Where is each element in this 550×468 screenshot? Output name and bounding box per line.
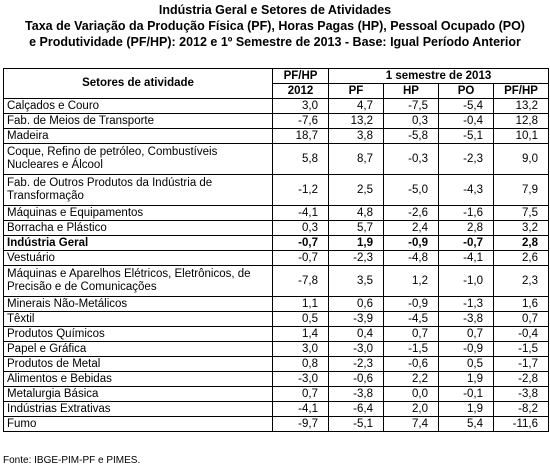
value-pfhp-cell: 3,2: [494, 221, 549, 236]
value-pf-cell: 4,8: [329, 206, 384, 221]
sector-cell: Minerais Não-Metálicos: [4, 297, 273, 312]
table-row: [4, 312, 549, 327]
title-line-3: e Produtividade (PF/HP): 2012 e 1º Semestre de 2013 - Base: Igual Período Anterior: [29, 35, 521, 49]
value-pf-cell: 3,5: [329, 266, 384, 297]
value-hp-cell: -7,5: [384, 99, 439, 114]
sector-cell: Borracha e Plástico: [4, 221, 273, 236]
value-pfhp-cell: 0,7: [494, 312, 549, 327]
header-pfhp-group: PF/HP: [273, 69, 329, 84]
value-pf-cell: 3,8: [329, 129, 384, 144]
header-sectors: Setores de atividade: [4, 69, 273, 99]
header-semester-group: 1 semestre de 2013: [329, 69, 549, 84]
value-po-cell: -5,1: [439, 129, 494, 144]
table-row: [4, 342, 549, 357]
table-row: [4, 144, 549, 175]
value-po-cell: -0,9: [439, 342, 494, 357]
value-pfhp-cell: 13,2: [494, 99, 549, 114]
title-line-1: Indústria Geral e Setores de Atividades: [158, 3, 392, 17]
value-2012-cell: -0,7: [273, 251, 329, 266]
value-po-cell: -4,3: [439, 175, 494, 206]
table-row: [4, 129, 549, 144]
value-po-cell: -5,4: [439, 99, 494, 114]
value-2012-cell: 1,4: [273, 327, 329, 342]
table-row: [4, 387, 549, 402]
table-row: [4, 372, 549, 387]
value-hp-cell: -5,8: [384, 129, 439, 144]
value-po-cell: 1,9: [439, 372, 494, 387]
value-2012-cell: -1,2: [273, 175, 329, 206]
sector-cell: Produtos de Metal: [4, 357, 273, 372]
value-po-cell: -0,7: [439, 236, 494, 251]
table-row: [4, 327, 549, 342]
value-pf-cell: -3,8: [329, 387, 384, 402]
value-hp-cell: 0,7: [384, 327, 439, 342]
value-2012-cell: 1,1: [273, 297, 329, 312]
value-po-cell: -0,4: [439, 114, 494, 129]
table-row: [4, 402, 549, 417]
table-row: [4, 251, 549, 266]
sector-cell: Alimentos e Bebidas: [4, 372, 273, 387]
value-hp-cell: 1,2: [384, 266, 439, 297]
value-pf-cell: 13,2: [329, 114, 384, 129]
sector-cell: Madeira: [4, 129, 273, 144]
value-2012-cell: 0,8: [273, 357, 329, 372]
table-row: [4, 266, 549, 297]
value-2012-cell: 0,7: [273, 387, 329, 402]
value-po-cell: -3,8: [439, 312, 494, 327]
value-pfhp-cell: -2,8: [494, 372, 549, 387]
title-line-2: Taxa de Variação da Produção Física (PF), Horas Pagas (HP), Pessoal Ocupado (PO): [25, 19, 525, 33]
value-hp-cell: 2,0: [384, 402, 439, 417]
value-hp-cell: -1,5: [384, 342, 439, 357]
value-pfhp-cell: -1,7: [494, 357, 549, 372]
value-pfhp-cell: -11,6: [494, 417, 549, 432]
value-pf-cell: -5,1: [329, 417, 384, 432]
value-pf-cell: -2,3: [329, 251, 384, 266]
header-pf: PF: [329, 84, 384, 99]
value-po-cell: -1,6: [439, 206, 494, 221]
table-header: [4, 69, 549, 99]
value-pfhp-cell: 12,8: [494, 114, 549, 129]
value-pfhp-cell: -0,4: [494, 327, 549, 342]
value-pf-cell: -6,4: [329, 402, 384, 417]
value-hp-cell: -5,0: [384, 175, 439, 206]
value-pfhp-cell: 2,6: [494, 251, 549, 266]
value-2012-cell: 0,5: [273, 312, 329, 327]
value-hp-cell: -2,6: [384, 206, 439, 221]
table-row: [4, 175, 549, 206]
table-row: [4, 221, 549, 236]
value-2012-cell: -3,0: [273, 372, 329, 387]
value-hp-cell: 2,2: [384, 372, 439, 387]
value-pfhp-cell: 7,9: [494, 175, 549, 206]
header-2012: 2012: [273, 84, 329, 99]
sector-cell: Coque, Refino de petróleo, Combustíveis Nucleares e Álcool: [4, 144, 273, 175]
sector-cell: Metalurgia Básica: [4, 387, 273, 402]
value-2012-cell: 0,3: [273, 221, 329, 236]
data-table: [3, 68, 549, 432]
header-hp: HP: [384, 84, 439, 99]
value-po-cell: -0,1: [439, 387, 494, 402]
value-pf-cell: -0,6: [329, 372, 384, 387]
table-body: [4, 99, 549, 432]
value-2012-cell: 18,7: [273, 129, 329, 144]
value-2012-cell: -9,7: [273, 417, 329, 432]
value-2012-cell: -4,1: [273, 206, 329, 221]
value-po-cell: -4,1: [439, 251, 494, 266]
value-pfhp-cell: -3,8: [494, 387, 549, 402]
value-hp-cell: 0,3: [384, 114, 439, 129]
sector-cell: Fumo: [4, 417, 273, 432]
sector-cell: Fab. de Meios de Transporte: [4, 114, 273, 129]
value-2012-cell: -0,7: [273, 236, 329, 251]
sector-cell: Fab. de Outros Produtos da Indústria de Transformação: [4, 175, 273, 206]
value-pfhp-cell: 10,1: [494, 129, 549, 144]
value-pf-cell: 4,7: [329, 99, 384, 114]
value-pf-cell: 8,7: [329, 144, 384, 175]
value-pfhp-cell: 9,0: [494, 144, 549, 175]
sector-cell: Produtos Químicos: [4, 327, 273, 342]
value-pfhp-cell: 2,8: [494, 236, 549, 251]
value-po-cell: 1,9: [439, 402, 494, 417]
table-row: [4, 99, 549, 114]
value-pfhp-cell: 2,3: [494, 266, 549, 297]
table-title: [0, 2, 550, 50]
header-pfhp: PF/HP: [494, 84, 549, 99]
value-pfhp-cell: 7,5: [494, 206, 549, 221]
value-po-cell: 2,8: [439, 221, 494, 236]
table-row: [4, 206, 549, 221]
value-po-cell: 5,4: [439, 417, 494, 432]
value-pf-cell: -2,3: [329, 357, 384, 372]
value-pf-cell: -3,0: [329, 342, 384, 357]
table-row: [4, 297, 549, 312]
value-2012-cell: 3,0: [273, 342, 329, 357]
sector-cell: Vestuário: [4, 251, 273, 266]
sector-cell: Indústrias Extrativas: [4, 402, 273, 417]
sector-cell: Papel e Gráfica: [4, 342, 273, 357]
value-2012-cell: -4,1: [273, 402, 329, 417]
value-hp-cell: -0,3: [384, 144, 439, 175]
value-po-cell: 0,7: [439, 327, 494, 342]
table-row: [4, 357, 549, 372]
value-hp-cell: -4,5: [384, 312, 439, 327]
table-row: [4, 417, 549, 432]
value-pf-cell: 5,7: [329, 221, 384, 236]
sector-cell: Têxtil: [4, 312, 273, 327]
value-2012-cell: 3,0: [273, 99, 329, 114]
table-row: [4, 114, 549, 129]
value-pfhp-cell: -8,2: [494, 402, 549, 417]
value-hp-cell: -0,6: [384, 357, 439, 372]
value-2012-cell: 5,8: [273, 144, 329, 175]
value-hp-cell: -0,9: [384, 297, 439, 312]
value-po-cell: -2,3: [439, 144, 494, 175]
value-hp-cell: -4,8: [384, 251, 439, 266]
sector-cell: Calçados e Couro: [4, 99, 273, 114]
value-po-cell: 0,5: [439, 357, 494, 372]
sector-cell: Máquinas e Equipamentos: [4, 206, 273, 221]
sector-cell: Máquinas e Aparelhos Elétricos, Eletrônicos, de Precisão e de Comunicações: [4, 266, 273, 297]
value-pfhp-cell: -1,5: [494, 342, 549, 357]
value-pf-cell: -3,9: [329, 312, 384, 327]
value-hp-cell: 0,0: [384, 387, 439, 402]
value-pf-cell: 1,9: [329, 236, 384, 251]
source-note: Fonte: IBGE-PIM-PF e PIMES.: [3, 455, 141, 466]
value-pf-cell: 0,6: [329, 297, 384, 312]
value-hp-cell: -0,9: [384, 236, 439, 251]
value-hp-cell: 2,4: [384, 221, 439, 236]
value-pfhp-cell: 1,6: [494, 297, 549, 312]
value-2012-cell: -7,6: [273, 114, 329, 129]
sector-cell: Indústria Geral: [4, 236, 273, 251]
value-po-cell: -1,0: [439, 266, 494, 297]
value-pf-cell: 0,4: [329, 327, 384, 342]
header-po: PO: [439, 84, 494, 99]
value-pf-cell: 2,5: [329, 175, 384, 206]
value-po-cell: -1,3: [439, 297, 494, 312]
table-row: [4, 236, 549, 251]
value-2012-cell: -7,8: [273, 266, 329, 297]
value-hp-cell: 7,4: [384, 417, 439, 432]
